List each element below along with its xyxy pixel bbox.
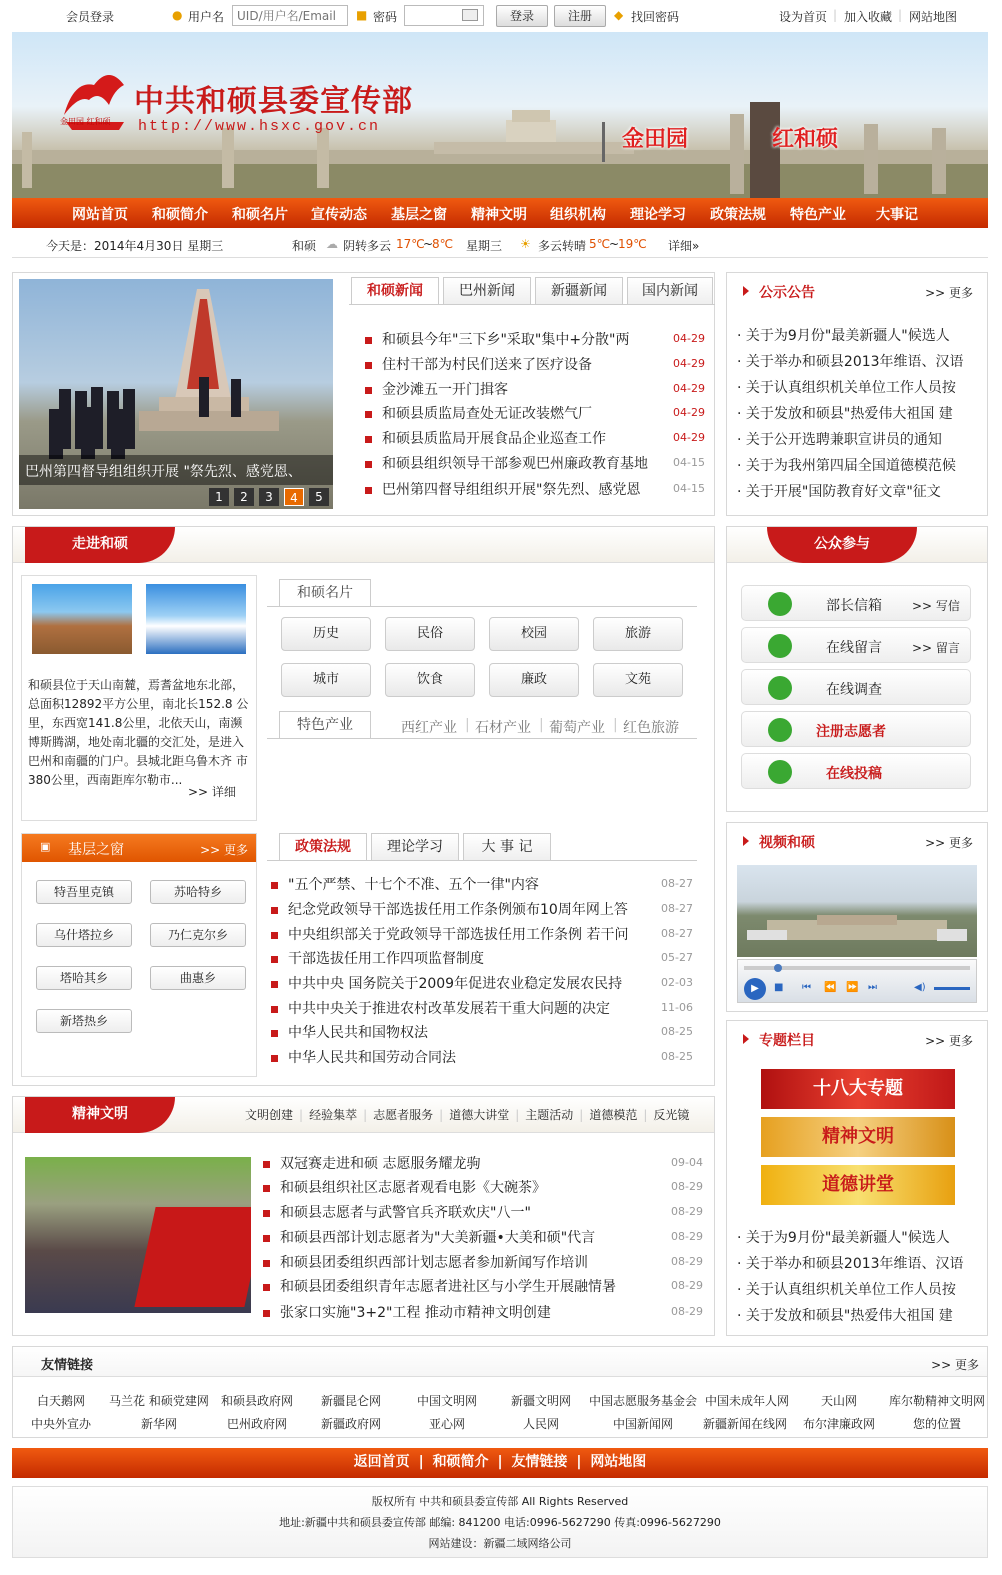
temp-2-high: 5℃ — [589, 237, 611, 251]
bullet-icon — [271, 907, 278, 914]
video-header — [727, 823, 987, 859]
civil-date: 08-29 — [671, 1180, 703, 1193]
town-button[interactable]: 曲惠乡 — [150, 966, 246, 990]
tab-xinjiang-news[interactable]: 新疆新闻 — [535, 277, 623, 304]
slider-pager — [209, 485, 331, 507]
divider: | — [898, 8, 903, 22]
notice-title: 公示公告 — [759, 285, 815, 301]
civil-date: 08-29 — [671, 1205, 703, 1218]
intro-detail-link[interactable]: >> 详细 — [188, 785, 236, 799]
news-title[interactable]: 住村干部为村民们送来了医疗设备 — [382, 357, 592, 373]
banner — [12, 32, 988, 198]
friend-link[interactable]: 中央外宣办 — [31, 1417, 92, 1431]
town-button[interactable]: 塔哈其乡 — [36, 966, 132, 990]
card-travel-button[interactable]: 旅游 — [593, 617, 683, 651]
card-history-button[interactable]: 历史 — [281, 617, 371, 651]
list-item[interactable]: "五个严禁、十七个不准、五个一律"内容 — [271, 874, 539, 894]
video-progress-handle[interactable] — [774, 964, 782, 972]
leave-message-link[interactable]: >> 留言 — [912, 641, 960, 655]
divider: | — [465, 717, 470, 733]
fast-forward-icon[interactable]: ⏩ — [846, 982, 859, 993]
divider: | — [833, 8, 838, 22]
list-item[interactable]: 干部选拔任用工作四项监督制度 — [271, 948, 484, 968]
slider-page-4-active[interactable]: 4 — [284, 488, 304, 506]
friend-link[interactable]: 新疆新闻在线网 — [703, 1417, 788, 1431]
microphone-icon — [768, 676, 792, 700]
weather-1: 阴转多云 — [343, 239, 392, 253]
notice-more-link[interactable]: >> 更多 — [925, 286, 973, 300]
list-item[interactable]: 和硕县志愿者与武警官兵齐联欢庆"八一" — [263, 1202, 531, 1222]
button-label: 在线调查 — [826, 682, 882, 698]
divider: | — [299, 1108, 304, 1122]
play-icon[interactable]: ▶ — [744, 978, 766, 1000]
nav-item-grassroots[interactable]: 基层之窗 — [391, 207, 447, 223]
civil-subnav-item[interactable]: 经验集萃 — [309, 1108, 358, 1122]
card-folk-button[interactable]: 民俗 — [385, 617, 475, 651]
slider-page-5[interactable]: 5 — [309, 488, 329, 506]
stage-shape — [134, 1207, 251, 1307]
divider: | — [497, 1454, 503, 1470]
divider: | — [515, 1108, 520, 1122]
list-item[interactable]: · 关于为9月份"最美新疆人"候选人 — [737, 1230, 950, 1246]
login-button[interactable]: 登录 — [496, 5, 548, 27]
builder-text: 网站建设：新疆二域网络公司 — [428, 1537, 572, 1550]
friend-link[interactable]: 亚心网 — [429, 1417, 466, 1431]
next-icon[interactable]: ⏭ — [868, 982, 877, 993]
civil-photo[interactable] — [25, 1157, 251, 1313]
list-item[interactable]: 中央组织部关于党政领导干部选拔任用工作条例 若干问 — [271, 924, 628, 944]
keyboard-icon[interactable] — [462, 9, 478, 21]
industry-link[interactable]: 葡萄产业 — [549, 720, 605, 736]
bullet-icon — [365, 461, 372, 468]
notice-panel — [726, 272, 988, 516]
civil-date: 08-29 — [671, 1230, 703, 1243]
bullet-icon — [263, 1260, 270, 1267]
civil-subnav-item[interactable]: 反光镜 — [653, 1108, 690, 1122]
industry-link[interactable]: 红色旅游 — [623, 720, 679, 736]
footer-nav — [12, 1448, 988, 1478]
list-item[interactable]: · 关于发放和硕县"热爱伟大祖国 建 — [737, 1308, 953, 1324]
bullet-icon — [271, 981, 278, 988]
list-item[interactable] — [365, 479, 640, 499]
list-item[interactable]: 和硕县组织社区志愿者观看电影《大碗茶》 — [263, 1177, 546, 1197]
button-label: 部长信箱 — [826, 598, 882, 614]
friend-links-title: 友情链接 — [41, 1358, 94, 1373]
online-message-button[interactable] — [741, 627, 971, 663]
grassroots-title: 基层之窗 — [68, 842, 124, 858]
bullet-icon — [271, 932, 278, 939]
list-item[interactable]: 和硕县团委组织西部计划志愿者参加新闻写作培训 — [263, 1252, 588, 1272]
list-item[interactable]: 中华人民共和国劳动合同法 — [271, 1047, 456, 1067]
button-label: 在线投稿 — [826, 766, 882, 782]
bullet-icon — [365, 387, 372, 394]
card-campus-button[interactable]: 校园 — [489, 617, 579, 651]
tab-bazhou-news[interactable]: 巴州新闻 — [443, 277, 531, 304]
footer-home-link[interactable]: 返回首页 — [353, 1454, 410, 1470]
volume-slider[interactable] — [934, 987, 970, 990]
intro-box — [21, 575, 257, 821]
policy-date: 08-27 — [661, 902, 693, 915]
user-icon: ● — [172, 8, 183, 22]
list-item[interactable]: · 关于发放和硕县"热爱伟大祖国 建 — [737, 406, 953, 422]
add-favorite-link[interactable]: 加入收藏 — [844, 10, 893, 24]
list-item[interactable]: 和硕县团委组织青年志愿者进社区与小学生开展融情暑 — [263, 1276, 616, 1296]
news-date: 04-29 — [673, 406, 705, 419]
news-date: 04-15 — [673, 482, 705, 495]
intro-header — [13, 527, 714, 563]
civil-subnav-item[interactable]: 志愿者服务 — [373, 1108, 434, 1122]
bullet-icon — [365, 487, 372, 494]
footer-links-link[interactable]: 友情链接 — [511, 1454, 568, 1470]
site-title: 中共和硕县委宣传部 — [134, 84, 413, 119]
public-panel — [726, 526, 988, 812]
weather-detail-link[interactable]: 详细» — [668, 239, 700, 253]
arrow-icon — [743, 836, 749, 846]
list-item[interactable] — [365, 403, 592, 423]
bullet-icon — [271, 956, 278, 963]
town-button[interactable]: 乌什塔拉乡 — [36, 923, 132, 947]
list-item[interactable] — [365, 453, 648, 473]
lock-icon: ■ — [356, 8, 368, 22]
list-item[interactable]: · 关于举办和硕县2013年维语、汉语 — [737, 1256, 964, 1272]
civil-subnav-item[interactable]: 主题活动 — [525, 1108, 574, 1122]
policy-date: 08-27 — [661, 877, 693, 890]
civil-date: 08-29 — [671, 1279, 703, 1292]
intro-section — [12, 526, 715, 1086]
member-login-label: 会员登录 — [66, 10, 115, 24]
special-title: 专题栏目 — [759, 1033, 815, 1049]
news-date: 04-15 — [673, 456, 705, 469]
set-home-link[interactable]: 设为首页 — [779, 10, 828, 24]
slider-page-3[interactable]: 3 — [259, 488, 279, 506]
document-icon — [768, 718, 792, 742]
town-button[interactable]: 特吾里克镇 — [36, 880, 132, 904]
list-item[interactable]: · 关于为9月份"最美新疆人"候选人 — [737, 328, 950, 344]
public-header — [727, 527, 987, 563]
nav-item-industry[interactable]: 特色产业 — [790, 207, 846, 223]
civil-date: 08-29 — [671, 1255, 703, 1268]
civil-section — [12, 1096, 715, 1336]
nav-item-intro[interactable]: 和硕简介 — [152, 207, 208, 223]
list-item[interactable]: · 关于公开选聘兼职宣讲员的通知 — [737, 432, 942, 448]
friend-link[interactable]: 人民网 — [523, 1417, 560, 1431]
news-date: 04-29 — [673, 357, 705, 370]
friend-links-more[interactable]: >> 更多 — [931, 1358, 979, 1372]
bullet-icon — [271, 882, 278, 889]
news-date: 04-29 — [673, 382, 705, 395]
friend-link[interactable]: 您的位置 — [913, 1417, 962, 1431]
news-title[interactable]: 和硕县质监局开展食品企业巡查工作 — [382, 431, 606, 447]
temp-1-sep: ~ — [423, 237, 434, 251]
minister-mailbox-button[interactable] — [741, 585, 971, 621]
weather-2: 多云转晴 — [538, 239, 587, 253]
main-nav — [12, 198, 988, 228]
divider: | — [539, 717, 544, 733]
list-item[interactable]: 双冠赛走进和硕 志愿服务耀龙驹 — [263, 1153, 480, 1173]
arrow-icon — [743, 286, 749, 296]
friend-link[interactable]: 布尔津廉政网 — [803, 1417, 876, 1431]
friend-link[interactable]: 库尔勒精神文明网 — [889, 1394, 986, 1408]
list-item[interactable] — [365, 379, 508, 399]
copyright-text: 版权所有 中共和硕县委宣传部 All Rights Reserved — [371, 1495, 629, 1508]
temp-2-low: 19℃ — [618, 237, 647, 251]
send-icon — [768, 634, 792, 658]
bullet-icon — [263, 1310, 270, 1317]
friend-link[interactable]: 巴州政府网 — [227, 1417, 288, 1431]
list-item[interactable]: · 关于为我州第四届全国道德模范候 — [737, 458, 956, 474]
friend-link[interactable]: 天山网 — [821, 1394, 858, 1408]
policy-date: 08-25 — [661, 1025, 693, 1038]
address-text: 地址:新疆中共和硕县委宣传部 邮编: 841200 电话:0996-5627290 传真:0996-5627290 — [279, 1516, 721, 1529]
username-label: 用户名 — [188, 10, 225, 24]
friend-link[interactable]: 中国未成年人网 — [705, 1394, 790, 1408]
tab-domestic-news[interactable]: 国内新闻 — [627, 277, 713, 304]
top-news-panel — [12, 272, 715, 516]
civil-date: 09-04 — [671, 1156, 703, 1169]
key-icon: ◆ — [614, 8, 624, 22]
civil-subnav-item[interactable]: 道德大讲堂 — [449, 1108, 510, 1122]
volume-icon[interactable]: ◀) — [914, 982, 926, 993]
bullet-icon — [263, 1284, 270, 1291]
document-icon — [768, 760, 792, 784]
arrow-icon — [743, 1034, 749, 1044]
civil-date: 08-29 — [671, 1305, 703, 1318]
list-item[interactable] — [365, 428, 606, 448]
weather-day-2: 星期三 — [466, 239, 503, 253]
divider: | — [576, 1454, 582, 1470]
friend-link[interactable]: 和硕县政府网 — [221, 1394, 294, 1408]
button-label: 在线留言 — [826, 640, 882, 656]
online-survey-button[interactable] — [741, 669, 971, 705]
civil-header — [13, 1097, 714, 1133]
nav-item-org[interactable]: 组织机构 — [550, 207, 606, 223]
friend-links-header — [13, 1347, 987, 1377]
friend-link[interactable]: 中国新闻网 — [613, 1417, 674, 1431]
bullet-icon — [365, 436, 372, 443]
previous-icon[interactable]: ⏮ — [802, 982, 811, 993]
industry-link[interactable]: 石材产业 — [475, 720, 531, 736]
town-button[interactable]: 新塔热乡 — [36, 1009, 132, 1033]
bullet-icon — [263, 1210, 270, 1217]
video-frame[interactable] — [737, 865, 977, 957]
button-label: 注册志愿者 — [816, 724, 886, 740]
news-date: 04-29 — [673, 431, 705, 444]
nav-item-events[interactable]: 大事记 — [876, 207, 918, 223]
tab-policy[interactable]: 政策法规 — [279, 833, 367, 860]
grassroots-header — [22, 834, 256, 862]
news-date: 04-29 — [673, 332, 705, 345]
civil-subnav-item[interactable]: 文明创建 — [245, 1108, 294, 1122]
special-header — [727, 1021, 987, 1057]
nav-item-home[interactable]: 网站首页 — [72, 207, 128, 223]
house-icon: ▣ — [40, 840, 51, 853]
card-food-button[interactable]: 饮食 — [385, 663, 475, 697]
bullet-icon — [365, 337, 372, 344]
nav-item-card[interactable]: 和硕名片 — [232, 207, 288, 223]
civil-subnav-item[interactable]: 道德模范 — [589, 1108, 638, 1122]
write-letter-link[interactable]: >> 写信 — [912, 599, 960, 613]
grassroots-more-link[interactable]: >> 更多 — [200, 843, 248, 857]
footer-intro-link[interactable]: 和硕简介 — [432, 1454, 489, 1470]
list-item[interactable]: 中华人民共和国物权法 — [271, 1022, 428, 1042]
footer — [12, 1486, 988, 1558]
cloud-icon: ☁ — [326, 237, 338, 251]
logo-text: 金田园 红和硕 — [60, 117, 111, 126]
slogan-right: 红和硕 — [772, 126, 839, 152]
notice-header — [727, 273, 987, 309]
civil-heading: 精神文明 — [25, 1097, 175, 1133]
divider: | — [579, 1108, 584, 1122]
register-volunteer-button[interactable] — [741, 711, 971, 747]
list-item[interactable]: · 关于认真组织机关单位工作人员按 — [737, 380, 956, 396]
policy-tabbar — [267, 833, 697, 861]
slider-image[interactable] — [19, 279, 333, 509]
special-more-link[interactable]: >> 更多 — [925, 1034, 973, 1048]
online-submission-button[interactable] — [741, 753, 971, 789]
friend-link[interactable]: 中国文明网 — [417, 1394, 478, 1408]
slider-page-2[interactable]: 2 — [234, 488, 254, 506]
sun-cloud-icon: ☀ — [520, 237, 531, 251]
bullet-icon — [263, 1185, 270, 1192]
card-clean-gov-button[interactable]: 廉政 — [489, 663, 579, 697]
tab-mingpian[interactable]: 和硕名片 — [279, 579, 371, 606]
card-literature-button[interactable]: 文苑 — [593, 663, 683, 697]
slogan-left: 金田园 — [622, 126, 689, 152]
town-button[interactable]: 苏哈特乡 — [150, 880, 246, 904]
news-title[interactable]: 金沙滩五一开门揖客 — [382, 382, 508, 398]
temp-1-low: 8℃ — [432, 237, 454, 251]
divider: | — [439, 1108, 444, 1122]
stop-icon[interactable]: ■ — [774, 982, 784, 993]
footer-sitemap-link[interactable]: 网站地图 — [590, 1454, 647, 1470]
video-more-link[interactable]: >> 更多 — [925, 836, 973, 850]
special-banner-civil[interactable]: 精神文明 — [761, 1117, 955, 1157]
slider-page-1[interactable]: 1 — [209, 488, 229, 506]
slider-caption[interactable]: 巴州第四督导组组织开展 "祭先烈、感党恩、 — [25, 464, 302, 480]
username-input[interactable] — [232, 5, 348, 26]
video-panel — [726, 822, 988, 1012]
news-title[interactable]: 和硕县质监局查处无证改装燃气厂 — [382, 406, 592, 422]
friend-link[interactable]: 新疆文明网 — [511, 1394, 572, 1408]
divider: | — [643, 1108, 648, 1122]
bullet-icon — [365, 362, 372, 369]
policy-date: 08-25 — [661, 1050, 693, 1063]
news-title[interactable]: 巴州第四督导组组织开展"祭先烈、感党恩 — [382, 482, 641, 498]
friend-link[interactable]: 新疆昆仑网 — [321, 1394, 382, 1408]
tab-events[interactable]: 大 事 记 — [463, 833, 551, 860]
list-item[interactable]: 张家口实施"3+2"工程 推动市精神文明创建 — [263, 1302, 551, 1322]
list-item[interactable]: · 关于认真组织机关单位工作人员按 — [737, 1282, 956, 1298]
policy-date: 02-03 — [661, 976, 693, 989]
bullet-icon — [263, 1161, 270, 1168]
civil-subnav — [245, 1106, 689, 1123]
list-item[interactable] — [365, 354, 592, 374]
info-bar — [12, 230, 988, 258]
bullet-icon — [365, 411, 372, 418]
list-item[interactable]: 中共中央关于推进农村改革发展若干重大问题的决定 — [271, 998, 610, 1018]
special-banner-moral[interactable]: 道德讲堂 — [761, 1165, 955, 1205]
temp-1-high: 17℃ — [396, 237, 425, 251]
friend-link[interactable]: 新华网 — [141, 1417, 178, 1431]
bullet-icon — [271, 1030, 278, 1037]
tab-theory[interactable]: 理论学习 — [371, 833, 459, 860]
friend-link[interactable]: 马兰花 和硕党建网 — [109, 1394, 209, 1408]
register-button[interactable]: 注册 — [554, 5, 606, 27]
nav-item-civil[interactable]: 精神文明 — [471, 207, 527, 223]
bullet-icon — [271, 1006, 278, 1013]
mingpian-tabbar — [267, 579, 697, 607]
industry-link[interactable]: 西红产业 — [401, 720, 457, 736]
intro-heading: 走进和硕 — [25, 527, 175, 563]
divider: | — [613, 717, 618, 733]
policy-date: 08-27 — [661, 927, 693, 940]
divider: | — [418, 1454, 424, 1470]
tab-industry[interactable]: 特色产业 — [279, 711, 371, 738]
mail-icon — [768, 592, 792, 616]
today-date: 今天是：2014年4月30日 星期三 — [46, 239, 224, 253]
rewind-icon[interactable]: ⏪ — [824, 982, 837, 993]
video-controls — [737, 959, 977, 1003]
site-url: http://www.hsxc.gov.cn — [138, 118, 381, 135]
nav-item-news[interactable]: 宣传动态 — [311, 207, 367, 223]
weather-city: 和硕 — [292, 239, 317, 253]
news-title[interactable]: 和硕县组织领导干部参观巴州廉政教育基地 — [382, 456, 648, 472]
policy-date: 05-27 — [661, 951, 693, 964]
list-item[interactable] — [365, 329, 630, 349]
temp-2-sep: ~ — [609, 237, 620, 251]
public-heading: 公众参与 — [767, 527, 917, 563]
special-panel — [726, 1020, 988, 1336]
bullet-icon — [263, 1235, 270, 1242]
policy-date: 11-06 — [661, 1001, 693, 1014]
grassroots-box — [21, 833, 257, 1077]
news-tabs — [349, 273, 715, 305]
friend-link[interactable]: 中国志愿服务基金会 — [589, 1394, 698, 1408]
special-banner-18th[interactable]: 十八大专题 — [761, 1069, 955, 1109]
news-title[interactable]: 和硕县今年"三下乡"采取"集中+分散"两 — [382, 332, 630, 348]
intro-text: 和硕县位于天山南麓，焉耆盆地东北部，总面积12892平方公里，南北长152.8 公里，东西宽141.8公里，北依天山，南濒博斯腾湖，地处南北疆的交汇处，是进入巴州和南疆的门户。县城北距乌鲁木齐 市380公里，西南距库尔勒市... — [28, 678, 249, 787]
sitemap-link[interactable]: 网站地图 — [909, 10, 958, 24]
video-thumbnail — [737, 865, 977, 957]
nav-item-policy[interactable]: 政策法规 — [710, 207, 766, 223]
forgot-password-link[interactable]: 找回密码 — [631, 10, 680, 24]
list-item[interactable]: · 关于举办和硕县2013年维语、汉语 — [737, 354, 964, 370]
video-title: 视频和硕 — [759, 835, 815, 851]
logo-emblem — [54, 60, 134, 140]
card-city-button[interactable]: 城市 — [281, 663, 371, 697]
list-item[interactable]: 中共中央 国务院关于2009年促进农业稳定发展农民持 — [271, 973, 622, 993]
industry-tabbar — [267, 711, 697, 739]
nav-item-theory[interactable]: 理论学习 — [630, 207, 686, 223]
list-item[interactable]: 纪念党政领导干部选拔任用工作条例颁布10周年网上答 — [271, 899, 628, 919]
bullet-icon — [271, 1055, 278, 1062]
divider: | — [363, 1108, 368, 1122]
top-bar — [0, 0, 1002, 32]
list-item[interactable]: 和硕县西部计划志愿者为"大美新疆•大美和硕"代言 — [263, 1227, 595, 1247]
tab-hoshuo-news[interactable]: 和硕新闻 — [351, 277, 439, 304]
friend-link[interactable]: 新疆政府网 — [321, 1417, 382, 1431]
intro-photo-lake[interactable] — [146, 584, 246, 654]
list-item[interactable]: · 关于开展"国防教育好文章"征文 — [737, 484, 941, 500]
town-button[interactable]: 乃仁克尔乡 — [150, 923, 246, 947]
password-label: 密码 — [373, 10, 398, 24]
intro-photo-rocks[interactable] — [32, 584, 132, 654]
friend-links — [12, 1346, 988, 1438]
friend-link[interactable]: 白天鹅网 — [37, 1394, 86, 1408]
